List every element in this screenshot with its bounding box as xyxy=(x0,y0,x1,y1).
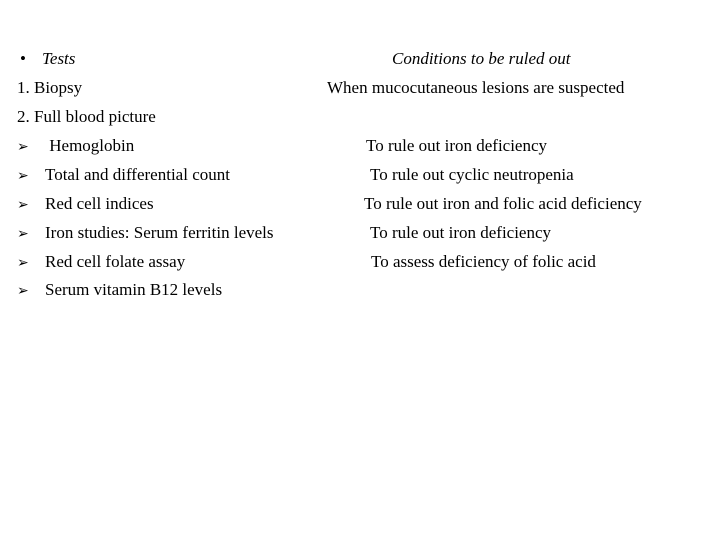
condition-differential-count: To rule out cyclic neutropenia xyxy=(370,165,574,184)
test-hemoglobin xyxy=(17,136,134,157)
test-full-blood-picture: 2. Full blood picture xyxy=(17,107,156,126)
header-tests xyxy=(20,49,75,69)
test-iron-studies-label: Iron studies: Serum ferritin levels xyxy=(45,223,274,242)
arrow-bullet-icon: ➢ xyxy=(17,139,29,155)
arrow-bullet-icon: ➢ xyxy=(17,255,29,271)
test-folate-assay xyxy=(17,252,185,273)
tests-heading: Tests xyxy=(42,49,76,68)
condition-iron-studies: To rule out iron deficiency xyxy=(370,223,552,242)
arrow-bullet-icon: ➢ xyxy=(17,197,29,213)
test-vitamin-b12 xyxy=(17,280,222,301)
arrow-bullet-icon: ➢ xyxy=(17,283,29,299)
conditions-heading: Conditions to be ruled out xyxy=(392,49,571,68)
test-folate-assay-label: Red cell folate assay xyxy=(45,252,186,271)
condition-biopsy: When mucocutaneous lesions are suspected xyxy=(327,78,625,97)
test-differential-count xyxy=(17,165,230,186)
condition-red-cell-indices: To rule out iron and folic acid deficiency xyxy=(364,194,642,213)
condition-folate-assay: To assess deficiency of folic acid xyxy=(371,252,596,271)
arrow-bullet-icon: ➢ xyxy=(17,168,29,184)
test-red-cell-indices xyxy=(17,194,154,215)
condition-hemoglobin: To rule out iron deficiency xyxy=(366,136,548,155)
bullet-icon: • xyxy=(20,49,26,68)
test-vitamin-b12-label: Serum vitamin B12 levels xyxy=(45,280,223,299)
test-iron-studies xyxy=(17,223,274,244)
test-red-cell-indices-label: Red cell indices xyxy=(45,194,154,213)
test-differential-count-label: Total and differential count xyxy=(45,165,230,184)
arrow-bullet-icon: ➢ xyxy=(17,226,29,242)
test-hemoglobin-label: Hemoglobin xyxy=(45,136,135,155)
test-biopsy: 1. Biopsy xyxy=(17,78,83,97)
